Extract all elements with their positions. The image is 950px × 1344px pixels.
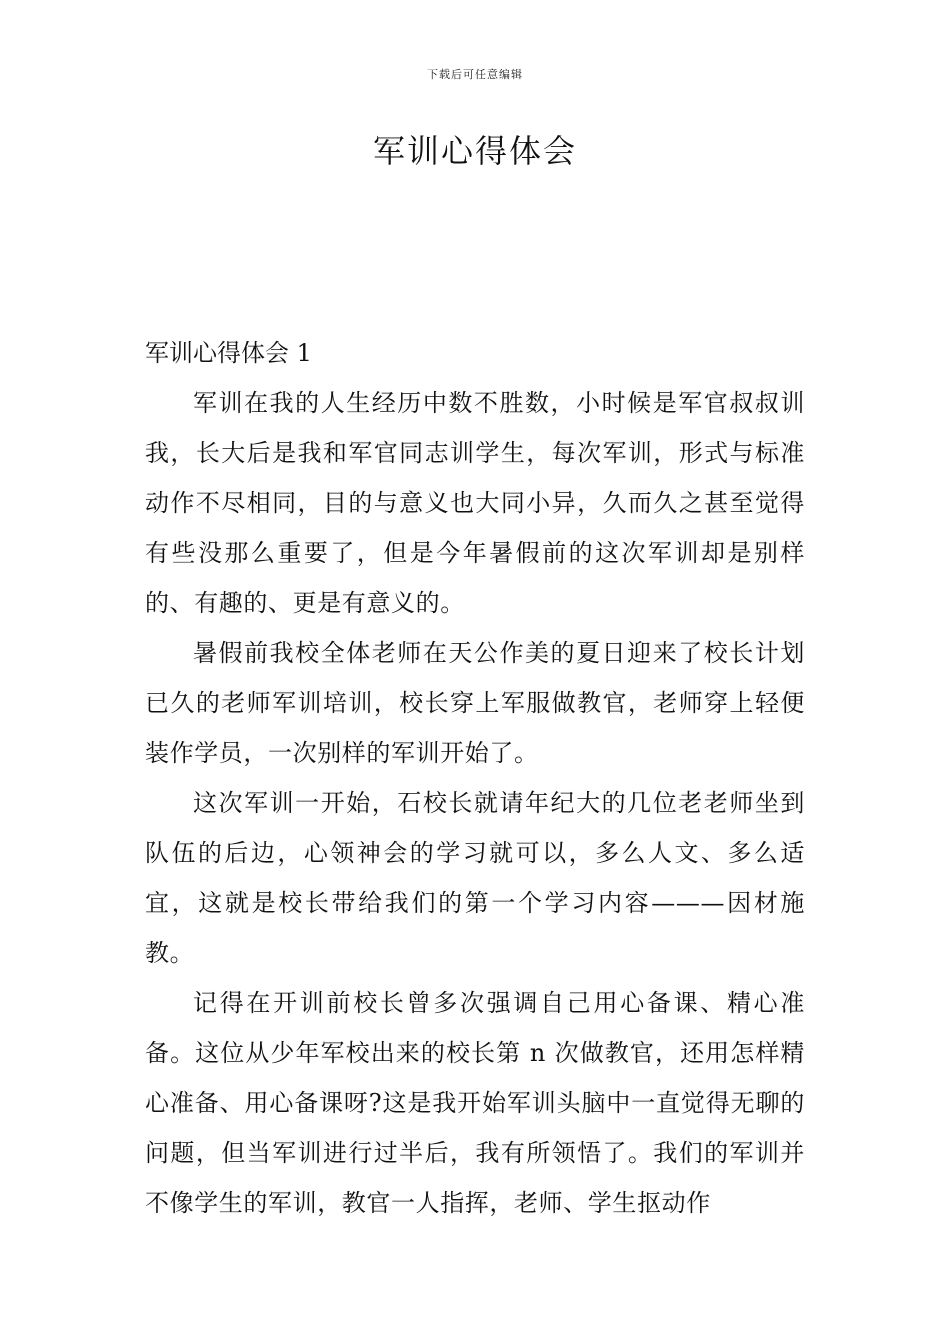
document-body	[145, 328, 805, 1228]
paragraph-2: 暑假前我校全体老师在天公作美的夏日迎来了校长计划已久的老师军训培训，校长穿上军服做教官，老师穿上轻便装作学员，一次别样的军训开始了。	[145, 639, 805, 767]
document-title: 军训心得体会	[372, 132, 577, 170]
paragraph-3: 这次军训一开始，石校长就请年纪大的几位老老师坐到队伍的后边，心领神会的学习就可以，多么人文、多么适宜，这就是校长带给我们的第一个学习内容———因材施教。	[145, 789, 805, 967]
section-heading: 军训心得体会 1	[145, 339, 312, 367]
paragraph-1: 军训在我的人生经历中数不胜数，小时候是军官叔叔训我，长大后是我和军官同志训学生，每次军训，形式与标准动作不尽相同，目的与意义也大同小异，久而久之甚至觉得有些没那么重要了，但是今年暑假前的这次军训却是别样的、有趣的、更是有意义的。	[145, 389, 805, 617]
header-note: 下载后可任意编辑	[427, 68, 523, 81]
paragraph-4: 记得在开训前校长曾多次强调自己用心备课、精心准备。这位从少年军校出来的校长第 n 次做教官，还用怎样精心准备、用心备课呀?这是我开始军训头脑中一直觉得无聊的问题，但当军训进行过半后，我有所领悟了。我们的军训并不像学生的军训，教官一人指挥，老师、学生抠动作	[145, 989, 805, 1217]
